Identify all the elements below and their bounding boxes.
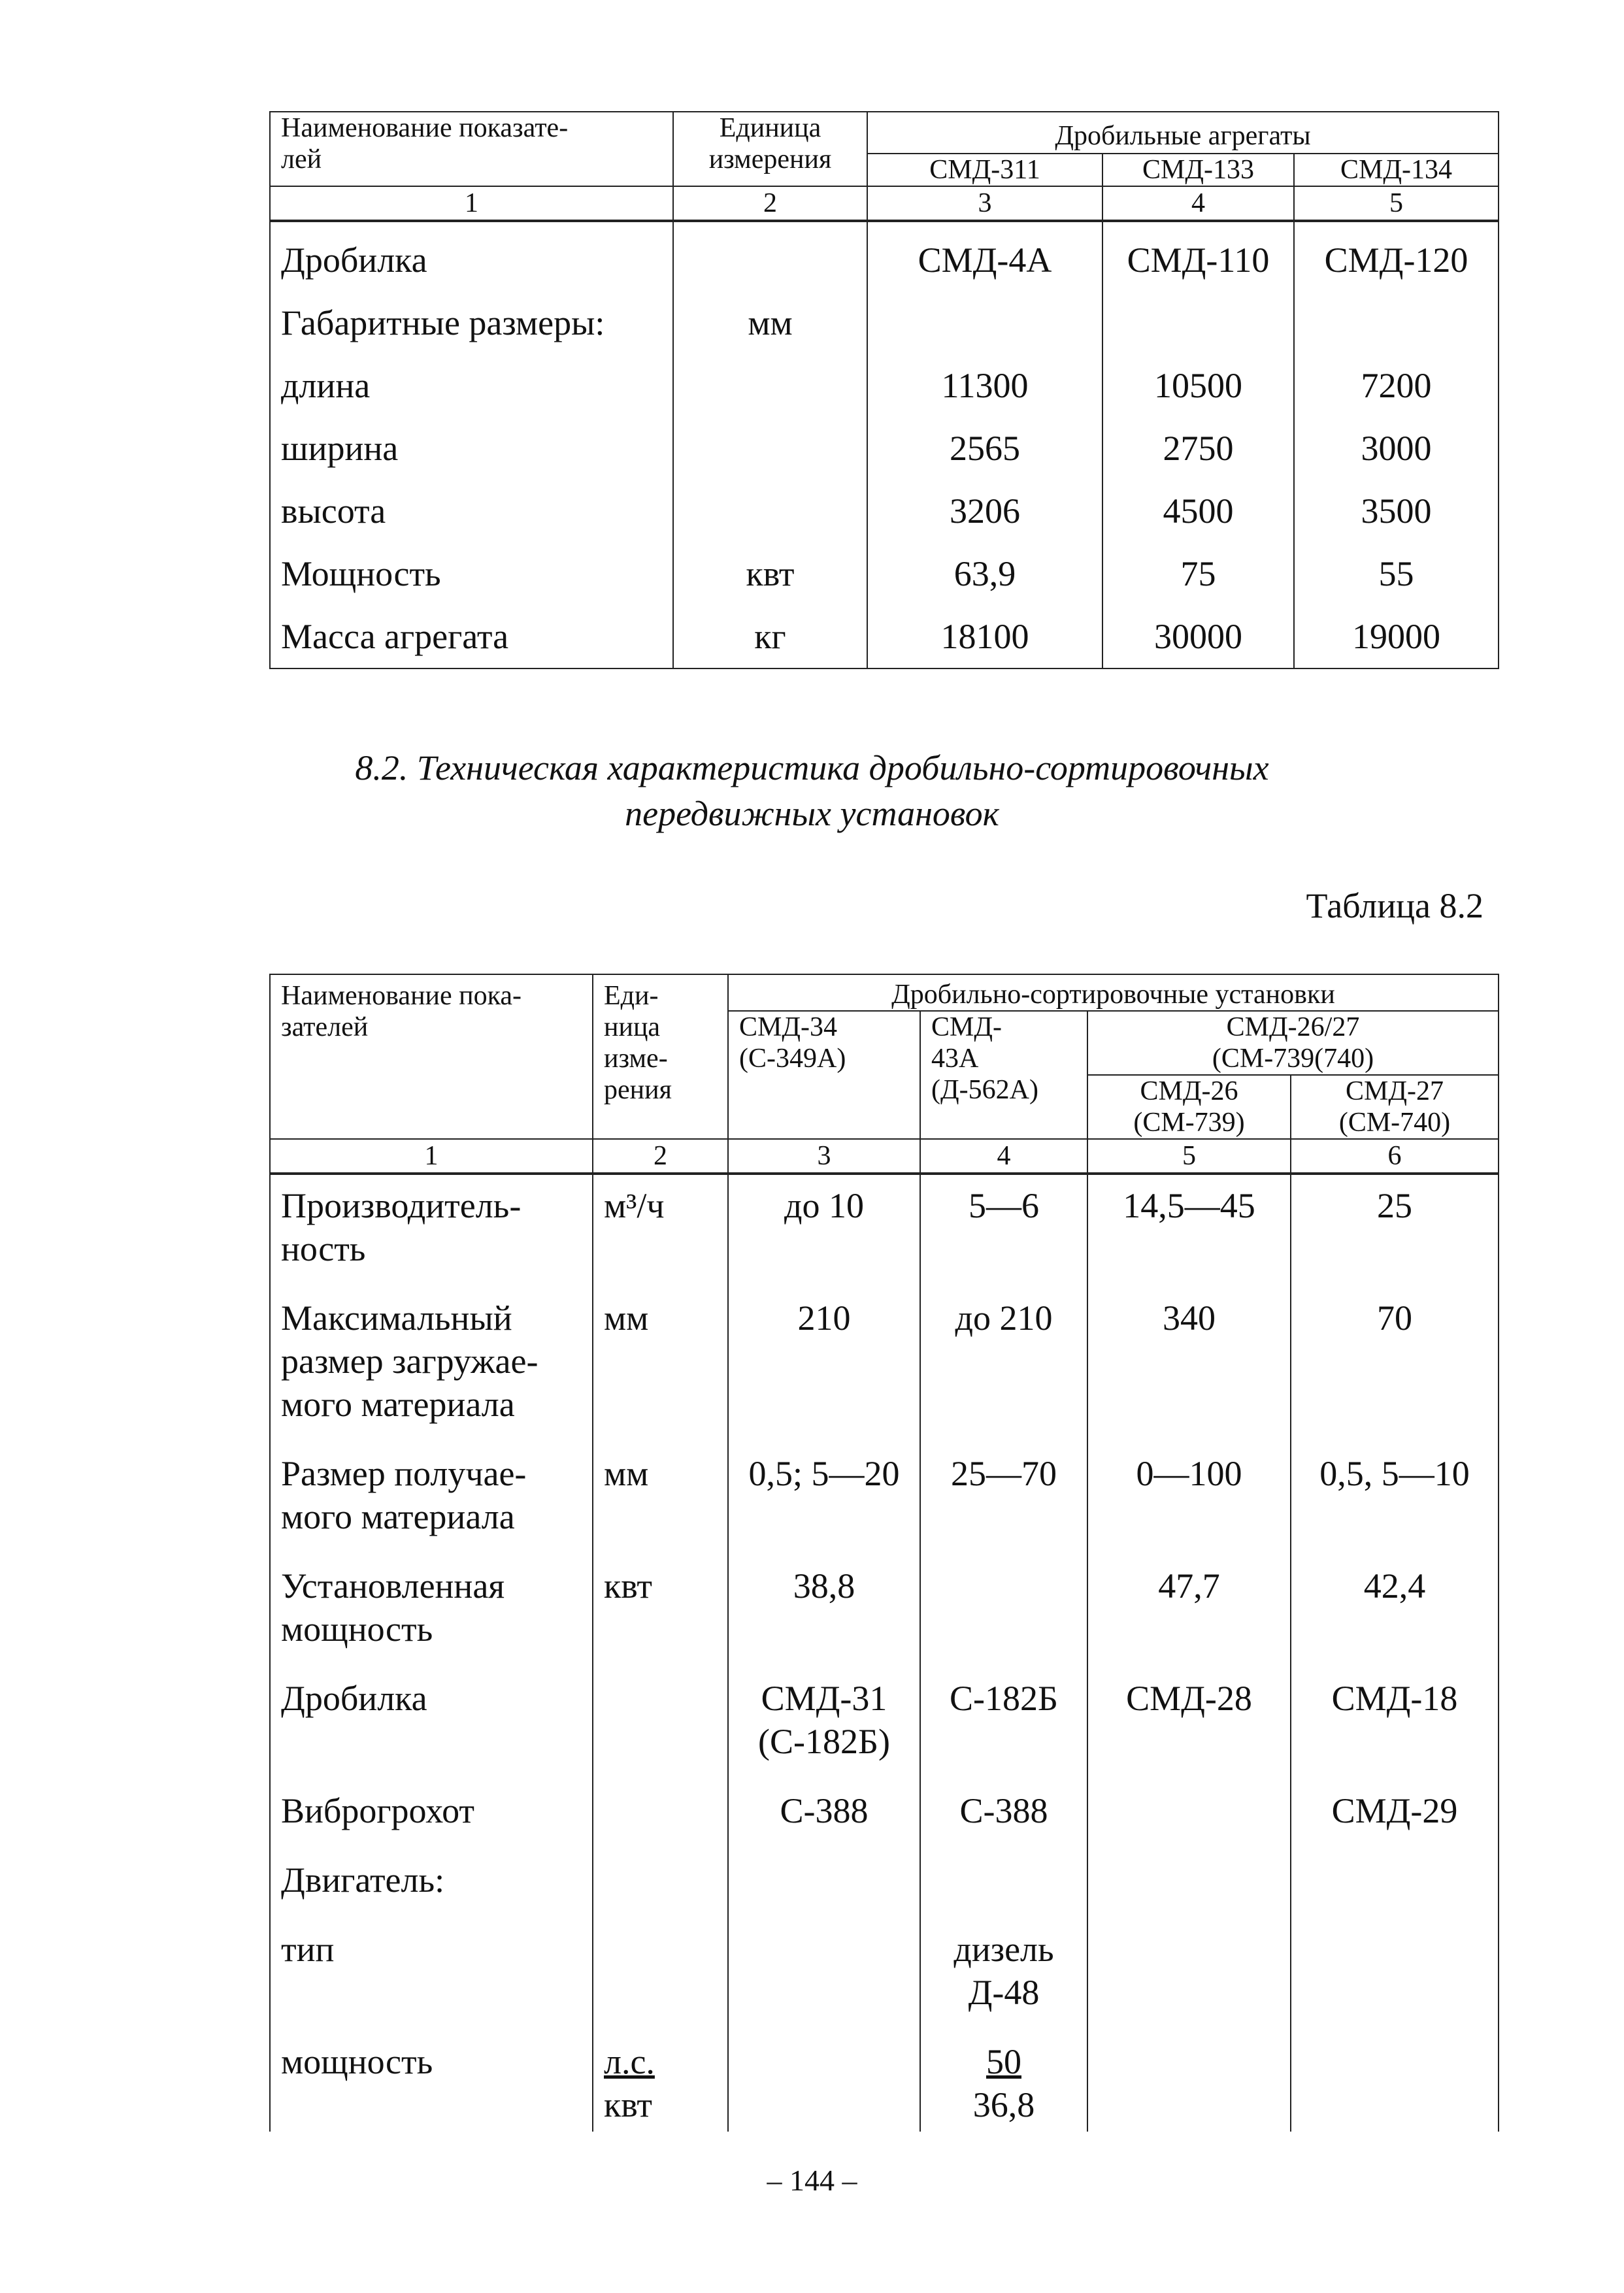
cell-value (1087, 1919, 1291, 2031)
row-unit: мм (593, 1443, 728, 1555)
power-unit-kw: квт (604, 2085, 652, 2124)
cell-value: 25 (1291, 1174, 1499, 1287)
header-model: СМД-311 (867, 154, 1102, 186)
table-row (270, 1174, 1499, 1287)
cell-value: С-388 (920, 1780, 1087, 1849)
row-unit: кг (673, 605, 867, 668)
cell-value: СМД-18 (1291, 1668, 1499, 1780)
row-unit: квт (593, 1555, 728, 1668)
cell-value: СМД-29 (1291, 1780, 1499, 1849)
row-unit (593, 1780, 728, 1849)
cell-value (1087, 1849, 1291, 1919)
row-label: Двигатель: (270, 1849, 593, 1919)
cell-value: 7200 (1294, 354, 1499, 417)
row-label: Виброгрохот (270, 1780, 593, 1849)
column-number: 5 (1087, 1139, 1291, 1174)
cell-value: 19000 (1294, 605, 1499, 668)
cell-value: СМД-28 (1087, 1668, 1291, 1780)
cell-value: 11300 (867, 354, 1102, 417)
cell-value: 10500 (1102, 354, 1294, 417)
column-number: 1 (270, 186, 673, 221)
cell-value: С-182Б (920, 1668, 1087, 1780)
column-number: 5 (1294, 186, 1499, 221)
table-row (270, 480, 1499, 542)
header-smd-34: СМД-34 (С-349А) (728, 1011, 920, 1139)
row-unit: мм (593, 1287, 728, 1443)
row-label: Масса агрегата (270, 605, 673, 668)
cell-value: до 210 (920, 1287, 1087, 1443)
cell-value (728, 1919, 920, 2031)
power-value-kw: 36,8 (972, 2085, 1035, 2124)
row-label: Габаритные размеры: (270, 291, 673, 354)
row-label: Дробилка (270, 1668, 593, 1780)
cell-value: 42,4 (1291, 1555, 1499, 1668)
cell-value (1087, 2031, 1291, 2132)
header-indicator: Наименование показате- лей (270, 112, 673, 186)
cell-value: 340 (1087, 1287, 1291, 1443)
header-smd-27: СМД-27 (СМ-740) (1291, 1075, 1499, 1139)
cell-value: 30000 (1102, 605, 1294, 668)
crusher-aggregates-table (269, 111, 1499, 669)
cell-value: до 10 (728, 1174, 920, 1287)
table-row (270, 542, 1499, 605)
cell-value: дизель Д-48 (920, 1919, 1087, 2031)
column-number: 3 (867, 186, 1102, 221)
table-row (270, 1919, 1499, 2031)
row-label: Размер получае- мого материала (270, 1443, 593, 1555)
cell-value: 0,5; 5—20 (728, 1443, 920, 1555)
page-number: – 144 – (767, 2164, 857, 2197)
table-row (270, 291, 1499, 354)
cell-value (1291, 1919, 1499, 2031)
cell-value (1087, 1780, 1291, 1849)
header-smd-26-27: СМД-26/27 (СМ-739(740) (1087, 1011, 1499, 1075)
cell-value: 25—70 (920, 1443, 1087, 1555)
table-row (270, 1555, 1499, 1668)
table-row (270, 1849, 1499, 1919)
cell-value: 0—100 (1087, 1443, 1291, 1555)
row-label: Установленная мощность (270, 1555, 593, 1668)
table-label: Таблица 8.2 (1306, 886, 1483, 925)
cell-value (728, 2031, 920, 2132)
table-row (270, 354, 1499, 417)
table-row (270, 1668, 1499, 1780)
cell-value: 210 (728, 1287, 920, 1443)
row-unit (593, 2031, 728, 2132)
row-unit (673, 480, 867, 542)
power-value-hp: 50 (986, 2042, 1021, 2081)
header-unit: Еди- ница изме- рения (593, 974, 728, 1139)
table-row (270, 1443, 1499, 1555)
header-group: Дробильно-сортировочные установки (728, 974, 1499, 1011)
column-number: 2 (673, 186, 867, 221)
table-row (270, 605, 1499, 668)
row-unit (673, 354, 867, 417)
cell-value (920, 1849, 1087, 1919)
cell-value: СМД-110 (1102, 221, 1294, 291)
cell-value: С-388 (728, 1780, 920, 1849)
header-unit: Единица измерения (673, 112, 867, 186)
cell-value (867, 291, 1102, 354)
header-indicator: Наименование пока- зателей (270, 974, 593, 1139)
cell-value: 18100 (867, 605, 1102, 668)
cell-value: 47,7 (1087, 1555, 1291, 1668)
cell-value: 14,5—45 (1087, 1174, 1291, 1287)
cell-value: 5—6 (920, 1174, 1087, 1287)
row-label: Дробилка (270, 221, 673, 291)
row-label: ширина (270, 417, 673, 480)
row-unit (673, 221, 867, 291)
column-number: 6 (1291, 1139, 1499, 1174)
power-unit-hp: л.с. (604, 2042, 655, 2081)
column-number: 4 (920, 1139, 1087, 1174)
section-caption-line-2: передвижных установок (625, 794, 999, 833)
row-label: высота (270, 480, 673, 542)
column-number: 2 (593, 1139, 728, 1174)
crushing-screening-plants-table (269, 974, 1499, 2132)
cell-value: 0,5, 5—10 (1291, 1443, 1499, 1555)
cell-value: 3500 (1294, 480, 1499, 542)
cell-value: 55 (1294, 542, 1499, 605)
table-row (270, 417, 1499, 480)
row-label: Максимальный размер загружае- мого материала (270, 1287, 593, 1443)
row-label: Мощность (270, 542, 673, 605)
cell-value: 2750 (1102, 417, 1294, 480)
cell-value (1102, 291, 1294, 354)
cell-value: 2565 (867, 417, 1102, 480)
header-smd-26: СМД-26 (СМ-739) (1087, 1075, 1291, 1139)
table-row (270, 221, 1499, 291)
cell-value: 3206 (867, 480, 1102, 542)
cell-value: 75 (1102, 542, 1294, 605)
table-row (270, 1780, 1499, 1849)
section-caption-line-1: 8.2. Техническая характеристика дробильно-сортировочных (355, 748, 1269, 787)
row-unit (673, 417, 867, 480)
header-model: СМД-133 (1102, 154, 1294, 186)
cell-value (920, 1555, 1087, 1668)
cell-value: 63,9 (867, 542, 1102, 605)
cell-value: СМД-4А (867, 221, 1102, 291)
header-model: СМД-134 (1294, 154, 1499, 186)
row-label: мощность (270, 2031, 593, 2132)
cell-value: СМД-120 (1294, 221, 1499, 291)
column-number: 3 (728, 1139, 920, 1174)
cell-value: 4500 (1102, 480, 1294, 542)
cell-value (1291, 1849, 1499, 1919)
row-label: Производитель- ность (270, 1174, 593, 1287)
table-row (270, 1287, 1499, 1443)
cell-value (1291, 2031, 1499, 2132)
row-unit (593, 1849, 728, 1919)
row-label: длина (270, 354, 673, 417)
cell-value: 38,8 (728, 1555, 920, 1668)
row-unit: квт (673, 542, 867, 605)
row-unit (593, 1668, 728, 1780)
cell-value (1294, 291, 1499, 354)
column-number: 4 (1102, 186, 1294, 221)
row-unit: м³/ч (593, 1174, 728, 1287)
cell-value: 3000 (1294, 417, 1499, 480)
row-unit (593, 1919, 728, 2031)
cell-value (728, 1849, 920, 1919)
table-row (270, 2031, 1499, 2132)
cell-value: 70 (1291, 1287, 1499, 1443)
header-group: Дробильные агрегаты (867, 112, 1499, 154)
row-label: тип (270, 1919, 593, 2031)
header-smd-43a: СМД- 43А (Д-562А) (920, 1011, 1087, 1139)
cell-value (920, 2031, 1087, 2132)
cell-value: СМД-31 (С-182Б) (728, 1668, 920, 1780)
row-unit: мм (673, 291, 867, 354)
column-number: 1 (270, 1139, 593, 1174)
